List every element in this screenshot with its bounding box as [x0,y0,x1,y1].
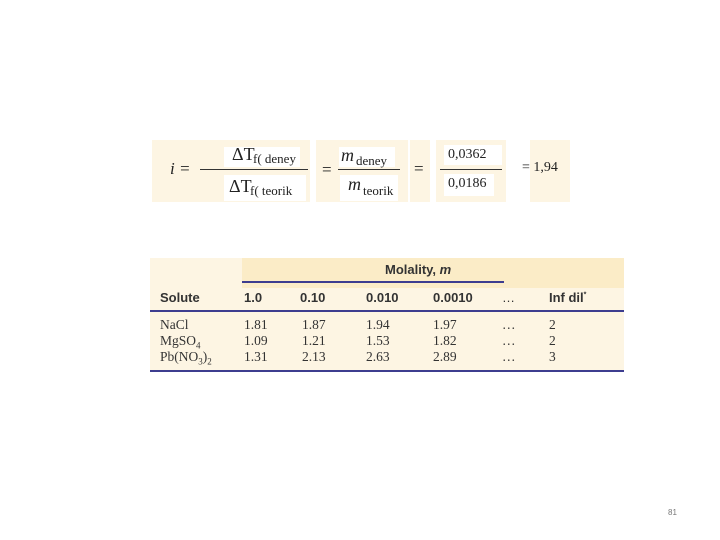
group-header-text: Molality, m [385,262,452,277]
page-number: 81 [668,508,677,517]
solute-nacl: NaCl [160,317,189,332]
equation-lhs: i = [170,159,191,178]
col-header-0-0010: 0.0010 [433,290,473,305]
value-cell: 1.53 [366,333,390,348]
value-cell: 1.31 [244,349,268,364]
frac2-line [338,169,400,170]
header-rule [150,310,624,312]
solute-subscript: 4 [196,340,201,351]
col-header-0-010: 0.010 [366,290,399,305]
value-cell: 1.09 [244,333,268,348]
value-cell: … [502,333,516,348]
frac1-den-sub: f( teorik [250,183,293,198]
frac1-line [200,169,308,170]
col-header-1: 1.0 [244,290,263,305]
value-cell: 2.63 [366,349,390,364]
col-header-ellipsis: … [502,290,515,305]
frac3-den: 0,0186 [448,176,487,191]
molality-symbol: m [439,262,452,277]
value-cell: 2 [549,317,556,332]
equals-1: = [322,160,332,179]
group-header-rule [242,281,504,283]
frac1-den-delta: ΔT [229,176,252,196]
value-cell: 1.87 [302,317,326,332]
col-header-0-10: 0.10 [300,290,326,305]
frac3-num: 0,0362 [448,147,487,162]
frac3-line [440,169,502,170]
value-cell: 2.13 [302,349,326,364]
frac2-num-m: m [341,145,354,165]
inf-dil-label: Inf dil [549,290,584,305]
value-cell: 1.21 [302,333,326,348]
frac1-num-delta: ΔT [232,144,255,164]
value-cell: 1.94 [366,317,390,332]
col-header-inf-dil [549,291,586,304]
solute-subscript: 3 [198,356,203,367]
group-header-molality [385,263,451,276]
solute-name: MgSO [160,333,197,348]
value-cell: 2.89 [433,349,457,364]
value-cell: 3 [549,349,556,364]
col-header-solute: Solute [160,290,200,305]
solute-subscript-2: 2 [207,356,212,367]
equation-result: = 1,94 [522,160,558,175]
value-cell: 1.82 [433,333,457,348]
bottom-rule [150,370,624,372]
value-cell: … [502,317,516,332]
value-cell: 2 [549,333,556,348]
equals-2: = [414,159,424,178]
value-cell: … [502,349,516,364]
inf-dil-mark: * [583,291,587,299]
frac2-den-sub: teorik [363,183,394,198]
solute-tail: ) [202,349,208,364]
value-cell: 1.81 [244,317,268,332]
vant-hoff-table [150,258,624,372]
solute-name: Pb(NO [160,349,199,364]
value-cell: 1.97 [433,317,457,332]
frac1-num-sub: f( deney [253,151,296,166]
frac2-den-m: m [348,174,361,194]
solute-pbno32 [160,350,212,367]
frac2-num-sub: deney [356,153,388,168]
